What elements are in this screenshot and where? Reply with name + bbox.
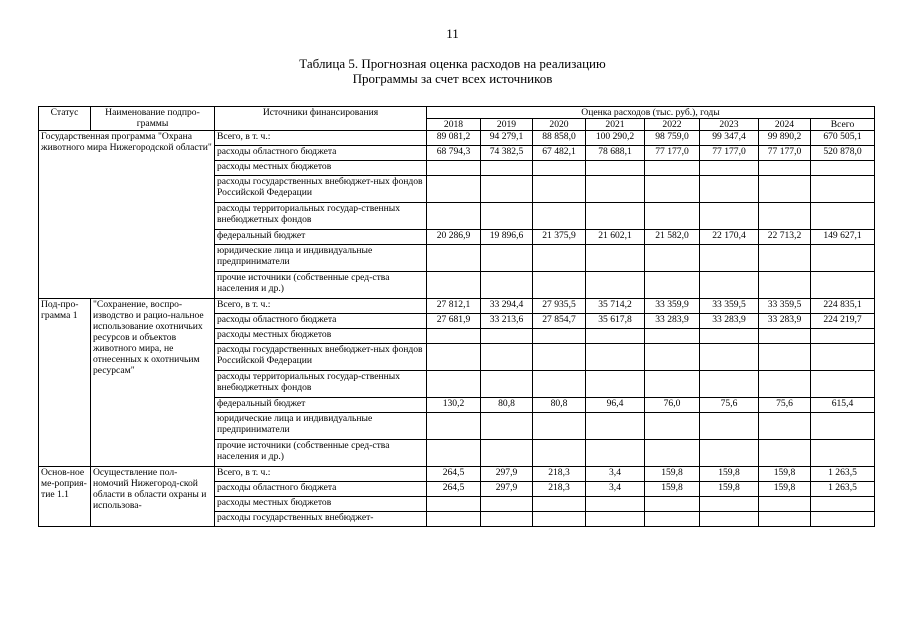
value-cell [700, 440, 759, 467]
value-cell [759, 413, 811, 440]
value-cell [586, 176, 645, 203]
total-value-cell [811, 512, 875, 527]
total-value-cell: 1 263,5 [811, 467, 875, 482]
value-cell [700, 497, 759, 512]
value-cell [759, 497, 811, 512]
total-value-cell: 520 878,0 [811, 146, 875, 161]
value-cell [645, 245, 700, 272]
value-cell: 77 177,0 [700, 146, 759, 161]
total-value-cell [811, 413, 875, 440]
source-cell: расходы местных бюджетов [215, 329, 427, 344]
header-year: 2021 [586, 119, 645, 131]
value-cell [427, 245, 481, 272]
value-cell: 218,3 [533, 482, 586, 497]
value-cell [533, 413, 586, 440]
value-cell [700, 413, 759, 440]
value-cell [645, 440, 700, 467]
value-cell: 21 602,1 [586, 230, 645, 245]
value-cell [427, 371, 481, 398]
value-cell [481, 272, 533, 299]
value-cell: 77 177,0 [645, 146, 700, 161]
value-cell: 21 582,0 [645, 230, 700, 245]
value-cell: 159,8 [645, 482, 700, 497]
table-row [39, 467, 875, 482]
source-cell: расходы государственных внебюджет- [215, 512, 427, 527]
expenses-table [38, 106, 875, 527]
value-cell [586, 344, 645, 371]
value-cell [645, 329, 700, 344]
value-cell [586, 161, 645, 176]
value-cell: 35 617,8 [586, 314, 645, 329]
value-cell [759, 440, 811, 467]
value-cell [427, 512, 481, 527]
value-cell [427, 413, 481, 440]
source-cell: Всего, в т. ч.: [215, 299, 427, 314]
total-value-cell [811, 440, 875, 467]
source-cell: расходы местных бюджетов [215, 161, 427, 176]
value-cell: 89 081,2 [427, 131, 481, 146]
source-cell: расходы государственных внебюджет-ных фондов Российской Федерации [215, 176, 427, 203]
total-value-cell: 224 835,1 [811, 299, 875, 314]
value-cell: 297,9 [481, 467, 533, 482]
page-number: 11 [446, 26, 459, 41]
value-cell: 33 283,9 [645, 314, 700, 329]
header-year: 2019 [481, 119, 533, 131]
header-year: 2022 [645, 119, 700, 131]
total-value-cell: 615,4 [811, 398, 875, 413]
source-cell: федеральный бюджет [215, 230, 427, 245]
value-cell [427, 203, 481, 230]
total-value-cell: 224 219,7 [811, 314, 875, 329]
value-cell: 80,8 [533, 398, 586, 413]
source-cell: прочие источники (собственные сред-ства населения и др.) [215, 440, 427, 467]
total-value-cell: 1 263,5 [811, 482, 875, 497]
value-cell [427, 440, 481, 467]
value-cell [427, 497, 481, 512]
value-cell [586, 440, 645, 467]
value-cell: 78 688,1 [586, 146, 645, 161]
value-cell: 35 714,2 [586, 299, 645, 314]
value-cell [481, 497, 533, 512]
value-cell [481, 512, 533, 527]
value-cell [586, 329, 645, 344]
value-cell: 33 213,6 [481, 314, 533, 329]
value-cell [586, 272, 645, 299]
header-status: Статус [39, 107, 91, 131]
value-cell [645, 413, 700, 440]
value-cell [586, 245, 645, 272]
value-cell [586, 497, 645, 512]
value-cell [700, 512, 759, 527]
header-year: 2018 [427, 119, 481, 131]
header-estimate: Оценка расходов (тыс. руб.), годы [427, 107, 875, 119]
total-value-cell [811, 245, 875, 272]
source-cell: расходы областного бюджета [215, 146, 427, 161]
source-cell: прочие источники (собственные сред-ства населения и др.) [215, 272, 427, 299]
value-cell [759, 512, 811, 527]
source-cell: Всего, в т. ч.: [215, 467, 427, 482]
header-year: 2024 [759, 119, 811, 131]
value-cell [533, 512, 586, 527]
value-cell [481, 440, 533, 467]
status-cell: Государственная программа "Охрана животного мира Нижегородской области" [39, 131, 215, 299]
value-cell: 33 359,5 [759, 299, 811, 314]
value-cell: 3,4 [586, 467, 645, 482]
value-cell [586, 203, 645, 230]
subprogram-name-cell: Осуществление пол-номочий Нижегород-ской области в области охраны и использова- [91, 467, 215, 527]
value-cell [759, 371, 811, 398]
value-cell: 19 896,6 [481, 230, 533, 245]
value-cell [481, 203, 533, 230]
source-cell: расходы территориальных государ-ственных внебюджетных фондов [215, 203, 427, 230]
header-year: 2023 [700, 119, 759, 131]
value-cell [645, 176, 700, 203]
table-row [39, 299, 875, 314]
value-cell [481, 176, 533, 203]
value-cell: 67 482,1 [533, 146, 586, 161]
value-cell: 99 890,2 [759, 131, 811, 146]
value-cell [533, 203, 586, 230]
title-line-2: Программы за счет всех источников [352, 71, 553, 86]
total-value-cell [811, 329, 875, 344]
subprogram-name-cell: "Сохранение, воспро-изводство и рацио-нальное использование охотничьих ресурсов и объектов животного мира, не отнесенных к охотничьим ресурсам" [91, 299, 215, 467]
value-cell [481, 329, 533, 344]
value-cell: 264,5 [427, 482, 481, 497]
status-cell: Основ-ное ме-роприя-тие 1.1 [39, 467, 91, 527]
source-cell: расходы областного бюджета [215, 482, 427, 497]
value-cell: 159,8 [700, 482, 759, 497]
value-cell [645, 497, 700, 512]
total-value-cell [811, 176, 875, 203]
header-year: 2020 [533, 119, 586, 131]
source-cell: расходы областного бюджета [215, 314, 427, 329]
source-cell: Всего, в т. ч.: [215, 131, 427, 146]
header-row [39, 107, 875, 119]
value-cell: 88 858,0 [533, 131, 586, 146]
value-cell [645, 203, 700, 230]
total-value-cell [811, 371, 875, 398]
value-cell: 100 290,2 [586, 131, 645, 146]
value-cell [586, 371, 645, 398]
total-value-cell: 670 505,1 [811, 131, 875, 146]
value-cell: 99 347,4 [700, 131, 759, 146]
value-cell [700, 203, 759, 230]
value-cell [533, 329, 586, 344]
value-cell [533, 272, 586, 299]
value-cell: 22 713,2 [759, 230, 811, 245]
value-cell [427, 161, 481, 176]
value-cell [759, 203, 811, 230]
value-cell [645, 512, 700, 527]
value-cell: 96,4 [586, 398, 645, 413]
status-cell: Под-про-грамма 1 [39, 299, 91, 467]
value-cell [700, 176, 759, 203]
value-cell [427, 329, 481, 344]
source-cell: юридические лица и индивидуальные предприниматели [215, 245, 427, 272]
value-cell [533, 176, 586, 203]
value-cell [645, 371, 700, 398]
value-cell: 27 681,9 [427, 314, 481, 329]
value-cell [533, 245, 586, 272]
value-cell [759, 329, 811, 344]
value-cell [481, 161, 533, 176]
source-cell: расходы территориальных государ-ственных внебюджетных фондов [215, 371, 427, 398]
value-cell [759, 161, 811, 176]
total-value-cell [811, 203, 875, 230]
value-cell: 159,8 [759, 467, 811, 482]
value-cell [759, 344, 811, 371]
total-value-cell [811, 272, 875, 299]
value-cell [481, 371, 533, 398]
value-cell: 94 279,1 [481, 131, 533, 146]
value-cell [700, 344, 759, 371]
value-cell: 33 283,9 [759, 314, 811, 329]
value-cell: 33 359,9 [645, 299, 700, 314]
value-cell: 75,6 [700, 398, 759, 413]
value-cell: 159,8 [759, 482, 811, 497]
source-cell: расходы местных бюджетов [215, 497, 427, 512]
value-cell: 159,8 [645, 467, 700, 482]
value-cell [759, 272, 811, 299]
value-cell [700, 329, 759, 344]
value-cell: 130,2 [427, 398, 481, 413]
table-title [0, 56, 905, 86]
value-cell [481, 245, 533, 272]
value-cell [533, 440, 586, 467]
value-cell: 33 283,9 [700, 314, 759, 329]
value-cell: 264,5 [427, 467, 481, 482]
total-value-cell: 149 627,1 [811, 230, 875, 245]
value-cell: 218,3 [533, 467, 586, 482]
value-cell [533, 161, 586, 176]
value-cell [645, 344, 700, 371]
value-cell: 75,6 [759, 398, 811, 413]
source-cell: расходы государственных внебюджет-ных фондов Российской Федерации [215, 344, 427, 371]
value-cell [645, 272, 700, 299]
value-cell [481, 413, 533, 440]
header-name: Наименование подпро-граммы [91, 107, 215, 131]
value-cell [533, 371, 586, 398]
total-value-cell [811, 161, 875, 176]
value-cell: 98 759,0 [645, 131, 700, 146]
value-cell: 77 177,0 [759, 146, 811, 161]
value-cell: 27 854,7 [533, 314, 586, 329]
value-cell [700, 371, 759, 398]
header-total: Всего [811, 119, 875, 131]
source-cell: юридические лица и индивидуальные предприниматели [215, 413, 427, 440]
value-cell [700, 272, 759, 299]
value-cell [700, 161, 759, 176]
source-cell: федеральный бюджет [215, 398, 427, 413]
table-row [39, 131, 875, 146]
value-cell: 74 382,5 [481, 146, 533, 161]
value-cell: 27 935,5 [533, 299, 586, 314]
value-cell: 68 794,3 [427, 146, 481, 161]
value-cell: 297,9 [481, 482, 533, 497]
value-cell: 22 170,4 [700, 230, 759, 245]
value-cell [759, 245, 811, 272]
value-cell [700, 245, 759, 272]
value-cell: 3,4 [586, 482, 645, 497]
value-cell: 76,0 [645, 398, 700, 413]
value-cell: 20 286,9 [427, 230, 481, 245]
value-cell [759, 176, 811, 203]
value-cell [533, 497, 586, 512]
value-cell [427, 344, 481, 371]
value-cell: 33 294,4 [481, 299, 533, 314]
header-sources: Источники финансирования [215, 107, 427, 131]
value-cell: 21 375,9 [533, 230, 586, 245]
total-value-cell [811, 497, 875, 512]
value-cell [586, 413, 645, 440]
value-cell: 27 812,1 [427, 299, 481, 314]
value-cell [645, 161, 700, 176]
value-cell: 33 359,5 [700, 299, 759, 314]
title-line-1: Таблица 5. Прогнозная оценка расходов на реализацию [299, 56, 606, 71]
value-cell [427, 272, 481, 299]
value-cell: 80,8 [481, 398, 533, 413]
value-cell [481, 344, 533, 371]
total-value-cell [811, 344, 875, 371]
value-cell [427, 176, 481, 203]
value-cell: 159,8 [700, 467, 759, 482]
value-cell [533, 344, 586, 371]
value-cell [586, 512, 645, 527]
